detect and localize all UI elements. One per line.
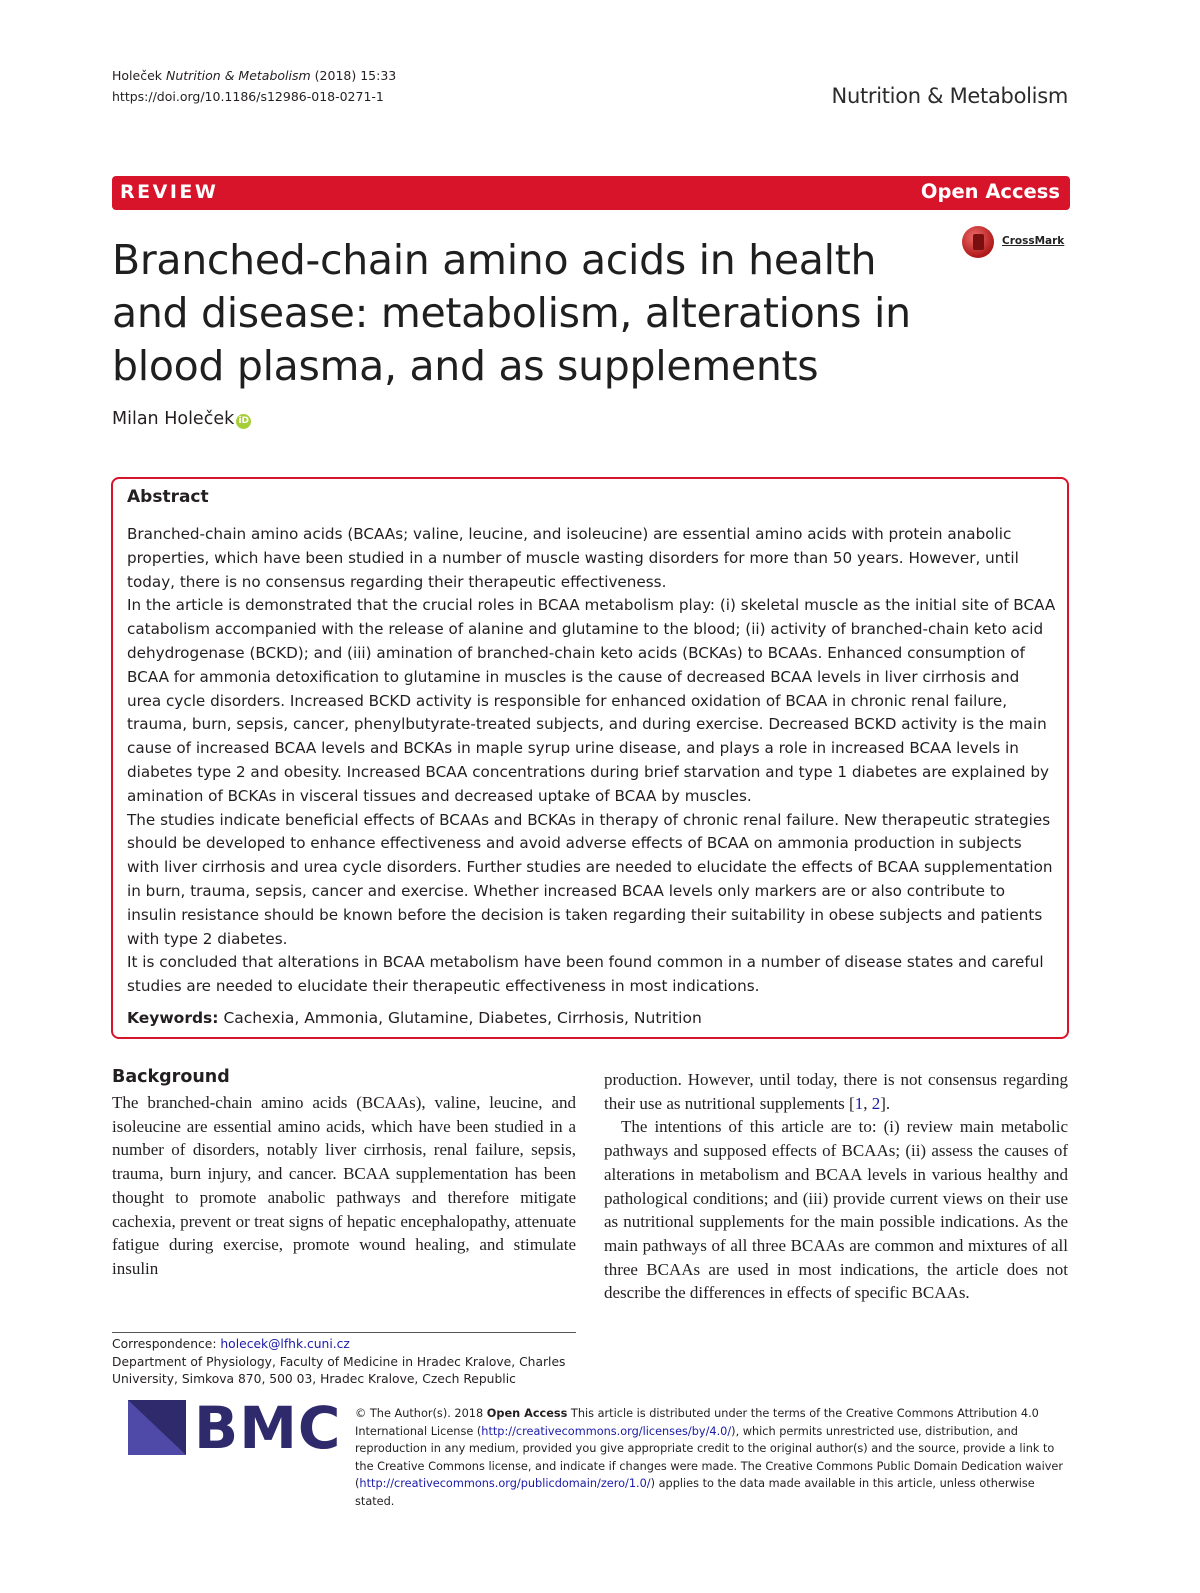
publisher-logo-text: BMC	[194, 1394, 342, 1462]
author-name: Milan Holeček	[112, 409, 235, 429]
bmc-logo-icon	[128, 1400, 186, 1455]
journal-brand: Nutrition & Metabolism	[831, 84, 1068, 108]
correspondence-email-link[interactable]: holecek@lfhk.cuni.cz	[220, 1337, 350, 1351]
publisher-logo	[128, 1394, 342, 1462]
citation-details: (2018) 15:33	[314, 68, 397, 83]
reference-link-2[interactable]: 2	[871, 1093, 881, 1113]
open-access-label: Open Access	[920, 180, 1060, 203]
background-heading: Background	[112, 1067, 230, 1087]
abstract-paragraph: In the article is demonstrated that the crucial roles in BCAA metabolism play: (i) skeletal muscle as the initial site of BCAA catabolism accompanied with the release of alanine and glutamine to the blood; (ii) activity of branched-chain keto acid dehydrogenase (BCKD); and (iii) amination of branched-chain keto acids (BCKAs) to BCAAs. Enhanced consumption of BCAA for ammonia detoxification to glutamine in muscles is the cause of decreased BCAA levels in liver cirrhosis and urea cycle disorders. Increased BCKD activity is responsible for enhanced oxidation of BCAA in chronic renal failure, trauma, burn, sepsis, cancer, phenylbutyrate-treated subjects, and during exercise. Decreased BCKD activity is the main cause of increased BCAA levels and BCKAs in maple syrup urine disease, and plays a role in increased BCAA levels in diabetes type 2 and obesity. Increased BCAA concentrations during brief starvation and type 1 diabetes are explained by amination of BCKAs in visceral tissues and decreased uptake of BCAA by muscles.	[127, 596, 1056, 805]
author-affiliation: Department of Physiology, Faculty of Medicine in Hradec Kralove, Charles University, Simkova 870, 500 03, Hradec Kralove, Czech Republic	[112, 1354, 566, 1386]
license-url-link[interactable]: http://creativecommons.org/licenses/by/4.0/	[481, 1424, 732, 1438]
citation-header	[112, 65, 396, 107]
crossmark-icon	[962, 226, 994, 258]
correspondence-label: Correspondence:	[112, 1337, 217, 1351]
license-text: This article is distributed under the terms of the Creative Commons Attribution 4.0 International License (	[355, 1407, 1039, 1438]
license-statement	[355, 1405, 1067, 1511]
abstract-body	[127, 523, 1057, 999]
copyright-text: © The Author(s). 2018	[355, 1407, 484, 1420]
article-type-banner	[112, 176, 1070, 210]
background-right-column	[604, 1068, 1068, 1305]
article-type-label: REVIEW	[120, 181, 219, 203]
paragraph-text: production. However, until today, there is not consensus regarding their use as nutritional supplements [	[604, 1070, 1068, 1113]
license-text: ), which permits unrestricted use, distribution, and reproduction in any medium, provided you give appropriate credit to the original author(s) and the source, provide a link to the Creative Commons license, and indicate if changes were made. The Creative Commons Public Domain Dedication waiver (	[355, 1424, 1063, 1491]
background-paragraph	[604, 1068, 1068, 1115]
author-line	[112, 409, 251, 429]
license-open-access: Open Access	[486, 1407, 568, 1420]
reference-separator: ,	[863, 1093, 872, 1113]
crossmark-badge[interactable]	[962, 226, 1072, 260]
correspondence-footnote	[112, 1336, 576, 1389]
reference-link-1[interactable]: 1	[854, 1093, 864, 1113]
paragraph-end: ].	[880, 1093, 891, 1113]
abstract-paragraph: The studies indicate beneficial effects of BCAAs and BCKAs in therapy of chronic renal failure. New therapeutic strategies should be developed to enhance effectiveness and avoid adverse effects of BCAA on ammonia production in subjects with liver cirrhosis and urea cycle disorders. Further studies are needed to elucidate the effects of BCAA supplementation in burn, trauma, sepsis, cancer and exercise. Whether increased BCAA levels only markers are or also contribute to insulin resistance should be known before the decision is taken regarding their suitability in obese subjects and patients with type 2 diabetes.	[127, 810, 1053, 948]
abstract-paragraph: Branched-chain amino acids (BCAAs; valine, leucine, and isoleucine) are essential amino acids with protein anabolic properties, which have been studied in a number of muscle wasting disorders for more than 50 years. However, until today, there is no consensus regarding their therapeutic effectiveness.	[127, 525, 1019, 591]
footnote-divider	[112, 1332, 576, 1333]
background-left-column: The branched-chain amino acids (BCAAs), valine, leucine, and isoleucine are essential amino acids, which have been studied in a number of disorders, notably liver cirrhosis, renal failure, sepsis, trauma, burn injury, and cancer. BCAA supplementation has been thought to promote anabolic pathways and therefore mitigate cachexia, prevent or treat signs of hepatic encephalopathy, attenuate fatigue during exercise, promote wound healing, and stimulate insulin	[112, 1093, 576, 1278]
abstract-paragraph: It is concluded that alterations in BCAA metabolism have been found common in a number of disease states and careful studies are needed to elucidate their therapeutic effectiveness in most indications.	[127, 953, 1044, 996]
doi-link[interactable]: https://doi.org/10.1186/s12986-018-0271-1	[112, 89, 384, 104]
article-title: Branched-chain amino acids in health and disease: metabolism, alterations in blood plasma, and as supplements	[112, 236, 911, 390]
orcid-icon[interactable]: iD	[236, 414, 251, 429]
citation-journal: Nutrition & Metabolism	[166, 68, 311, 83]
keywords-line	[127, 1009, 702, 1027]
public-domain-url-link[interactable]: http://creativecommons.org/publicdomain/zero/1.0/	[359, 1477, 651, 1491]
abstract-heading: Abstract	[127, 487, 209, 507]
crossmark-label: CrossMark	[1002, 235, 1065, 247]
license-text: ) applies to the data made available in this article, unless otherwise stated.	[355, 1477, 1035, 1508]
abstract-box	[111, 477, 1069, 1039]
keywords-list: Cachexia, Ammonia, Glutamine, Diabetes, Cirrhosis, Nutrition	[223, 1009, 702, 1027]
citation-author: Holeček	[112, 68, 163, 83]
background-paragraph: The intentions of this article are to: (i) review main metabolic pathways and supposed effects of BCAAs; (ii) assess the causes of alterations in metabolism and BCAA levels in various healthy and pathological conditions; and (iii) provide current views on their use as nutritional supplements for the main possible indications. As the main pathways of all three BCAAs are common and mixtures of all three BCAAs are used in most indications, the article does not describe the differences in effects of specific BCAAs.	[604, 1117, 1068, 1303]
keywords-label: Keywords:	[127, 1009, 219, 1027]
